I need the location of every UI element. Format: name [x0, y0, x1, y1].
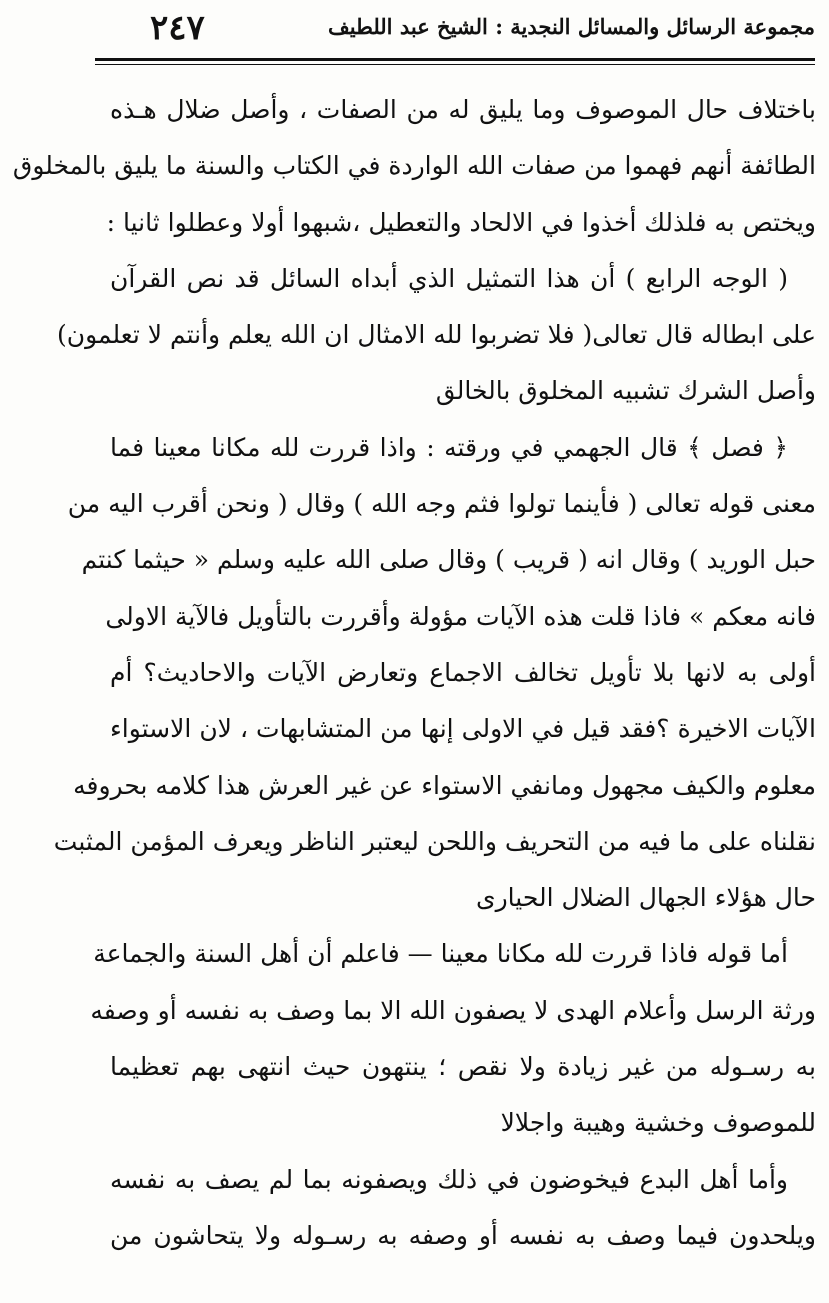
text-line: ويختص به فلذلك أخذوا في الالحاد والتعطيل ،شبهوا أولا وعطلوا ثانيا :: [106, 207, 816, 237]
header-rule-thin: [95, 64, 815, 65]
text-line: ورثة الرسل وأعلام الهدى لا يصفون الله الا بما وصف به نفسه أو وصفه: [90, 995, 816, 1025]
text-line: ويلحدون فيما وصف به نفسه أو وصفه به رسـوله ولا يتحاشون من: [110, 1220, 816, 1250]
text-line: فانه معكم » فاذا قلت هذه الآيات مؤولة وأقررت بالتأويل فالآية الاولى: [105, 601, 816, 631]
text-line: الطائفة أنهم فهموا من صفات الله الواردة في الكتاب والسنة ما يليق بالمخلوق: [12, 151, 816, 181]
running-title: مجموعة الرسائل والمسائل النجدية : الشيخ عبد اللطيف: [328, 14, 815, 39]
text-line: وأصل الشرك تشبيه المخلوق بالخالق: [435, 376, 816, 406]
header-rule: [95, 58, 815, 61]
body-text: [12, 82, 816, 1264]
text-line: على ابطاله قال تعالى( فلا تضربوا لله الامثال ان الله يعلم وأنتم لا تعلمون): [57, 320, 816, 350]
text-line: وأما أهل البدع فيخوضون في ذلك ويصفونه بما لم يصف به نفسه: [110, 1164, 788, 1194]
text-line: أولى به لانها بلا تأويل تخالف الاجماع وتعارض الآيات والاحاديث؟ أم: [110, 657, 816, 687]
page-header: [95, 10, 815, 60]
text-line: معلوم والكيف مجهول ومانفي الاستواء عن غير العرش هذا كلامه بحروفه: [73, 770, 816, 800]
text-line: حبل الوريد ) وقال انه ( قريب ) وقال صلى الله عليه وسلم « حيثما كنتم: [81, 545, 816, 575]
text-line: حال هؤلاء الجهال الضلال الحيارى: [476, 883, 816, 913]
text-line: الآيات الاخيرة ؟فقد قيل في الاولى إنها من المتشابهات ، لان الاستواء: [110, 714, 816, 744]
text-line: نقلناه على ما فيه من التحريف واللحن ليعتبر الناظر ويعرف المؤمن المثبت: [53, 826, 816, 856]
text-line: معنى قوله تعالى ( فأينما تولوا فثم وجه الله ) وقال ( ونحن أقرب اليه من: [67, 489, 816, 519]
text-line: ﴿ فصل ﴾ قال الجهمي في ورقته : واذا قررت لله مكانا معينا فما: [110, 432, 788, 462]
text-line: ( الوجه الرابع ) أن هذا التمثيل الذي أبداه السائل قد نص القرآن: [110, 263, 788, 293]
page-number: ٢٤٧: [150, 8, 205, 48]
text-line: باختلاف حال الموصوف وما يليق له من الصفات ، وأصل ضلال هـذه: [110, 95, 816, 124]
text-line: أما قوله فاذا قررت لله مكانا معينا — فاعلم أن أهل السنة والجماعة: [93, 939, 788, 969]
text-line: به رسـوله من غير زيادة ولا نقص ؛ ينتهون حيث انتهى بهم تعظيما: [110, 1052, 816, 1082]
text-line: للموصوف وخشية وهيبة واجلالا: [500, 1108, 816, 1138]
